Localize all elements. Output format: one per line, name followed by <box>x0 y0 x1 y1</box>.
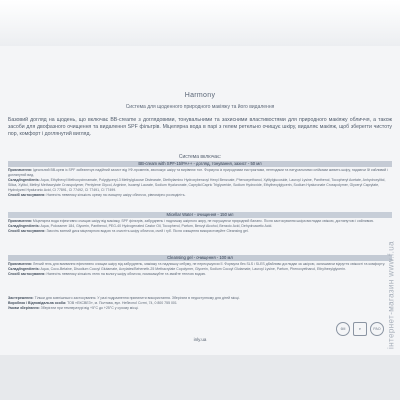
product-details-micellar-water <box>8 219 392 252</box>
document-subtitle: Система для щоденного природного макіяжу та його видалення <box>125 104 275 110</box>
note-label: Застереження: <box>8 296 34 300</box>
note-text: Зберігати при температурі від +5°С до +25°С у сухому місці. <box>40 306 139 310</box>
purpose-text: Легкий гель для вмивання ефективно очищає шкіру від забруднень, макіяжу та надлишку себуму, не пересушуючи її. Формула без SLS і SLES дбайливо доглядає за шкірою, залишаючи відчуття свіжості та комфорту. <box>32 262 386 266</box>
usage-label: Спосіб застосування: <box>8 272 46 276</box>
ingredients-label: Склад/Ingredients: <box>8 178 40 182</box>
ingredients-line <box>8 178 392 193</box>
pao-6m-icon: 6M <box>336 322 350 336</box>
watermark-text: інтернет-магазин www.f.ua <box>386 241 396 349</box>
ingredients-text: Aqua, Coco-Betaine, Disodium Cocoyl Glutamate, Acrylates/Beheneth-25 Methacrylate Copolymer, Glycerin, Sodium Cocoyl Glutamate, Lauroyl Lysine, Parfum, Phenoxyethanol, Ethylhexylglycerin. <box>40 267 346 271</box>
product-details-cleansing-gel <box>8 262 392 290</box>
note-label: Виробник / Відповідальна особа: <box>8 301 67 305</box>
note-text: ТОВ «ЕКСВЕЗ», м. Полтава, вул. Небесної Сотні, 74, 0 800 755 001 <box>67 301 177 305</box>
usage-text: Змочіть ватний диск міцелярною водою та очистіть шкіру обличчя, очей і губ. Після очищення використовуйте Cleansing gel. <box>46 229 249 233</box>
purpose-label: Призначення: <box>8 219 32 223</box>
note-label: Умови зберігання: <box>8 306 40 310</box>
usage-label: Спосіб застосування: <box>8 229 46 233</box>
product-heading-cleansing-gel: Cleansing gel - очищення - 100 мл <box>8 255 392 261</box>
ingredients-text: Aqua, Ethylhexyl Methoxycinnamate, Polyglyceryl-3 Methylglucose Distearate, Diethylamino Hydroxybenzoyl Hexyl Benzoate, Phenoxyethanol, Xylitylglucoside, Lauroyl Lysine, Panthenol, Tocopheryl Acetate, Anhydroxylitol, Silica, Xylitol, Methyl Methacrylate Crosspolymer, Pentylene Glycol, Arginine, Isoamyl Laurate, Sodium Hyaluronate, Caprylic/Capric Triglyceride, Sodium Hydroxide, Ethylhexylglycerin, Sodium Hyaluronate Crosspolymer, Glyceryl Caprylate, Hydrolyzed Hyaluronic Acid, CI 77891, CI 77492, CI 77491, CI 77499. <box>8 178 386 192</box>
website-label: inly.ua <box>193 337 207 342</box>
usage-text: Нанесіть невелику кількість гелю на вологу шкіру обличчя, помасажуйте та змийте теплою водою. <box>46 272 207 276</box>
usage-line <box>8 229 392 234</box>
ingredients-label: Склад/Ingredients: <box>8 267 40 271</box>
usage-line <box>8 193 392 198</box>
note-text: Тільки для зовнішнього застосування. У разі подразнення припинити використання. Зберігати в недоступному для дітей місці. <box>34 296 240 300</box>
usage-label: Спосіб застосування: <box>8 193 46 197</box>
ingredients-text: Aqua, Poloxamer 184, Glycerin, Panthenol, PEG-40 Hydrogenated Castor Oil, Tocopherol, Parfum, Benzyl Alcohol, Benzoic Acid, Dehydroacetic Acid. <box>40 224 273 228</box>
ingredients-label: Склад/Ingredients: <box>8 224 40 228</box>
background-top <box>0 0 400 46</box>
notes-section <box>8 296 328 311</box>
purpose-text: Міцелярна вода ефективно очищає шкіру від макіяжу, SPF фільтрів, забруднень і надлишку шкірного жиру, не порушуючи природний баланс. Після застосування шкіра виглядає свіжою, доглянутою і сяйливою. <box>32 219 375 223</box>
intro-paragraph: Базовий догляд на щодень, що включає BB-creame з доглядовими, тонувальними та захисними властивостями для природного макіяжу обличчя, а також засоби для двофазного очищення та видалення SPF фільтрів. Міцелярна вода в парі з гелем ретельно очищує шкіру, видаляє макіяж, щоб зберегти чистоту пор, комфорт і доглянутий вигляд. <box>8 117 392 138</box>
background-bottom <box>0 355 400 400</box>
note-storage <box>8 306 328 311</box>
purpose-label: Призначення: <box>8 262 32 266</box>
usage-text: Нанесіть невелику кількість крему на очищену шкіру обличчя, рівномірно розподіліть. <box>46 193 186 197</box>
product-details-bb-cream <box>8 168 392 210</box>
purpose-text: Ідеальний BB-крем із SPF забезпечує надійний захист від УФ-променів, зволожує шкіру та вирівнює тон. Формула із природними екстрактами, пептидами та натуральними олійками живить шкіру, надаючи їй сяйливий і доглянутий вид. <box>8 168 388 177</box>
document-title: Harmony <box>184 92 216 99</box>
product-heading-bb-cream: BB-cream with SPF-15/PA++ - догляд, тонування, захист - 50 мл <box>8 161 392 167</box>
purpose-line <box>8 168 392 178</box>
composition-title: Система включає: <box>178 154 222 160</box>
product-heading-micellar-water: Micellar Water - очищення - 150 мл <box>8 212 392 218</box>
purpose-label: Призначення: <box>8 168 32 172</box>
e-mark-icon: e <box>353 322 367 336</box>
recycle-icon: PAO <box>370 322 384 336</box>
usage-line <box>8 272 392 277</box>
